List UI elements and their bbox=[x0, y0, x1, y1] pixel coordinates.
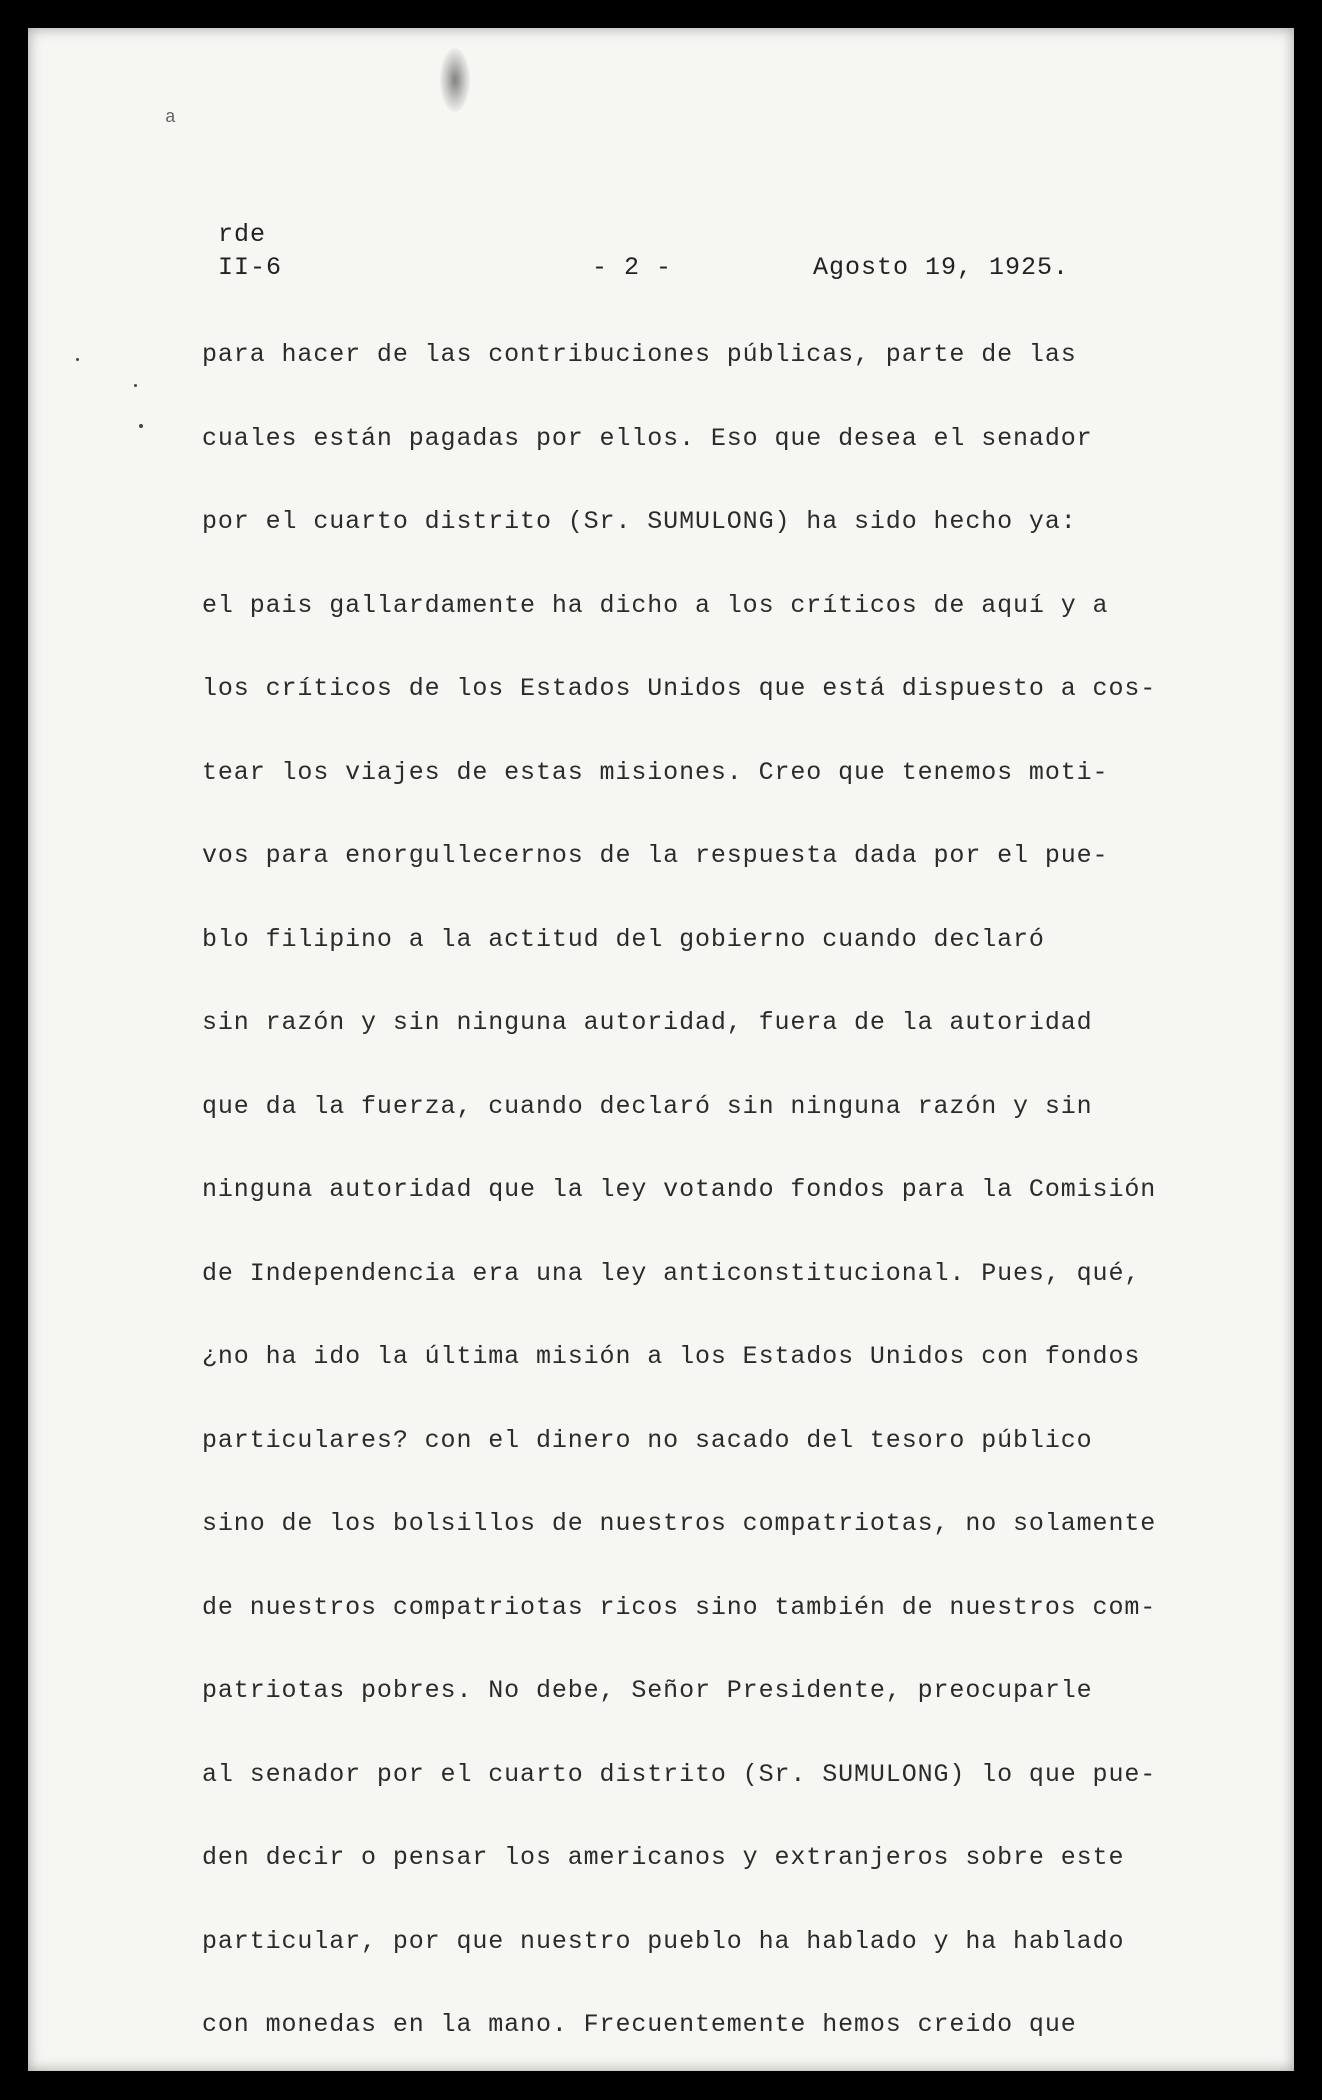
text-line: por el cuarto distrito (Sr. SUMULONG) ha sido hecho ya: bbox=[202, 507, 1077, 536]
page-number: - 2 - bbox=[592, 253, 673, 282]
text-line: den decir o pensar los americanos y extranjeros sobre este bbox=[202, 1843, 1125, 1872]
text-line: de Independencia era una ley anticonstitucional. Pues, qué, bbox=[202, 1258, 1141, 1288]
text-line: blo filipino a la actitud del gobierno cuando declaró bbox=[202, 924, 1045, 954]
header-code-line2: II-6 bbox=[218, 253, 283, 282]
header-date: Agosto 19, 1925. bbox=[813, 253, 1070, 282]
text-line: para hacer de las contribuciones públicas, parte de las bbox=[202, 340, 1077, 369]
text-line: con monedas en la mano. Frecuentemente hemos creido que bbox=[202, 2010, 1077, 2039]
ink-smudge bbox=[440, 48, 470, 112]
text-line: particular, por que nuestro pueblo ha hablado y ha hablado bbox=[202, 1926, 1125, 1956]
text-line: al senador por el cuarto distrito (Sr. SUMULONG) lo que pue- bbox=[202, 1759, 1157, 1789]
speck bbox=[139, 424, 143, 428]
text-line: cuales están pagadas por ellos. Eso que desea el senador bbox=[202, 423, 1093, 453]
text-line: ¿no ha ido la última misión a los Estados Unidos con fondos bbox=[202, 1342, 1141, 1371]
body-text bbox=[202, 340, 1182, 2094]
text-line: patriotas pobres. No debe, Señor Presidente, preocuparle bbox=[202, 1676, 1093, 1705]
text-line: sino de los bolsillos de nuestros compatriotas, no solamente bbox=[202, 1509, 1157, 1538]
text-line: de nuestros compatriotas ricos sino también de nuestros com- bbox=[202, 1592, 1157, 1622]
text-line: tear los viajes de estas misiones. Creo que tenemos moti- bbox=[202, 757, 1109, 787]
speck bbox=[134, 384, 137, 387]
text-line: los críticos de los Estados Unidos que está dispuesto a cos- bbox=[202, 674, 1157, 703]
margin-mark: a bbox=[165, 108, 176, 128]
text-line: el pais gallardamente ha dicho a los críticos de aquí y a bbox=[202, 590, 1109, 620]
text-line: particulares? con el dinero no sacado del tesoro público bbox=[202, 1425, 1093, 1455]
text-line: ninguna autoridad que la ley votando fondos para la Comisión bbox=[202, 1175, 1157, 1204]
header-code-line1: rde bbox=[218, 220, 267, 249]
text-line: sin razón y sin ninguna autoridad, fuera de la autoridad bbox=[202, 1008, 1093, 1037]
text-line: que da la fuerza, cuando declaró sin ninguna razón y sin bbox=[202, 1091, 1093, 1121]
speck bbox=[76, 358, 79, 361]
text-line: vos para enorgullecernos de la respuesta dada por el pue- bbox=[202, 841, 1109, 870]
